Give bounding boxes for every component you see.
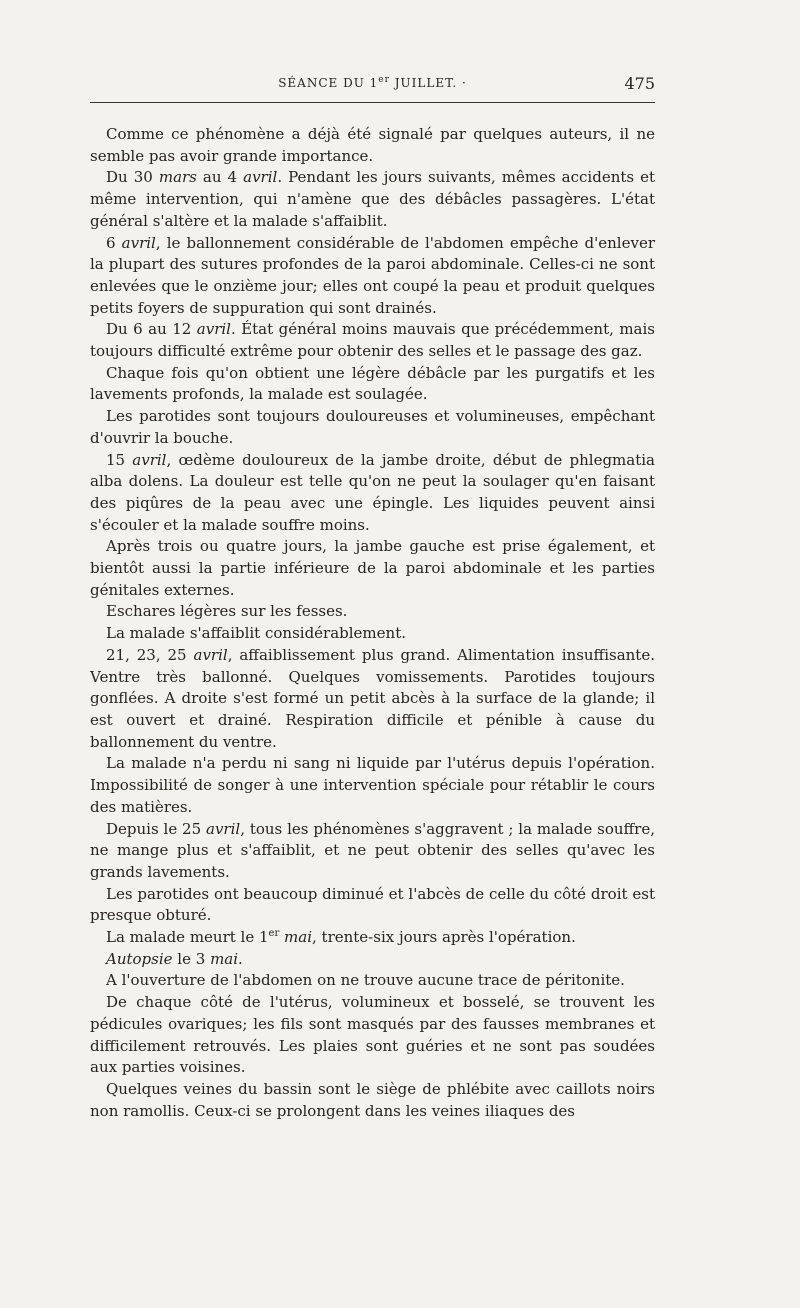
paragraph-12: La malade n'a perdu ni sang ni liquide par l'utérus depuis l'opération. Impossibilité de songer à une intervention spéciale pour rétablir le cours des matières.	[90, 754, 655, 816]
paragraph-5: Chaque fois qu'on obtient une légère débâcle par les purgatifs et les lavements profonds, la malade est soulagée.	[90, 363, 655, 404]
paragraph-9: Eschares légères sur les fesses.	[106, 602, 348, 621]
running-head	[90, 76, 655, 90]
paragraph-2: Du 30 mars au 4 avril. Pendant les jours suivants, mêmes accidents et même intervention, qui n'amène que des débâcles passagères. L'état général s'altère et la malade s'affaiblit.	[90, 168, 656, 230]
page-header	[90, 74, 655, 103]
paragraph-17: A l'ouverture de l'abdomen on ne trouve aucune trace de péritonite.	[106, 971, 625, 990]
paragraph-13: Depuis le 25 avril, tous les phénomènes s'aggravent ; la malade souffre, ne mange plus et s'affaiblit, et ne peut obtenir des selles qu'avec les grands lavements.	[90, 819, 655, 881]
paragraph-14: Les parotides ont beaucoup diminué et l'abcès de celle du côté droit est presque obturé.	[90, 884, 655, 925]
running-head-superscript: er	[378, 75, 390, 85]
paragraph-16: Autopsie le 3 mai.	[106, 949, 243, 968]
paragraph-6: Les parotides sont toujours douloureuses et volumineuses, empêchant d'ouvrir la bouche.	[90, 407, 655, 447]
running-head-text-end: JUILLET.	[389, 76, 458, 90]
paragraph-1: Comme ce phénomène a déjà été signalé par quelques auteurs, il ne semble pas avoir grande importance.	[90, 125, 655, 165]
paragraph-7: 15 avril, œdème douloureux de la jambe droite, début de phlegmatia alba dolens. La douleur est telle qu'on ne peut la soulager qu'en faisant des piqûres de la peau avec une épingle. Les liquides peuvent ainsi s'écouler et la malade souffre moins.	[90, 450, 655, 534]
paragraph-10: La malade s'affaiblit considérablement.	[106, 624, 406, 643]
stray-mark: ·	[461, 76, 467, 90]
paragraph-18: De chaque côté de l'utérus, volumineux et bosselé, se trouvent les pédicules ovariques; les fils sont masqués par des fausses membranes et difficilement retrouvés. Les plaies sont guéries et ne sont pas soudées aux parties voisines.	[90, 993, 655, 1077]
paragraph-19: Quelques veines du bassin sont le siège de phlébite avec caillots noirs non ramollis. Ceux-ci se prolongent dans les veines iliaques des	[90, 1079, 655, 1120]
paragraph-4: Du 6 au 12 avril. État général moins mauvais que précédemment, mais toujours difficulté extrême pour obtenir des selles et le passage des gaz.	[90, 320, 655, 361]
body-text	[90, 124, 655, 1122]
paragraph-3: 6 avril, le ballonnement considérable de l'abdomen empêche d'enlever la plupart des sutures profondes de la paroi abdominale. Celles-ci ne sont enlevées que le onzième jour; elles ont coupé la peau et produit quelques petits foyers de suppuration qui sont drainés.	[90, 233, 655, 317]
paragraph-15: La malade meurt le 1er mai, trente-six jours après l'opération.	[106, 928, 576, 947]
page-number: 475	[624, 74, 655, 93]
paragraph-11: 21, 23, 25 avril, affaiblissement plus grand. Alimentation insuffisante. Ventre très ballonné. Quelques vomissements. Parotides toujours gonflées. A droite s'est formé un petit abcès à la surface de la glande; il est ouvert et drainé. Respiration difficile et pénible à cause du ballonnement du ventre.	[90, 645, 655, 751]
paragraph-8: Après trois ou quatre jours, la jambe gauche est prise également, et bientôt aussi la partie inférieure de la paroi abdominale et les parties génitales externes.	[90, 537, 655, 599]
running-head-text: SÉANCE DU 1	[278, 76, 379, 90]
